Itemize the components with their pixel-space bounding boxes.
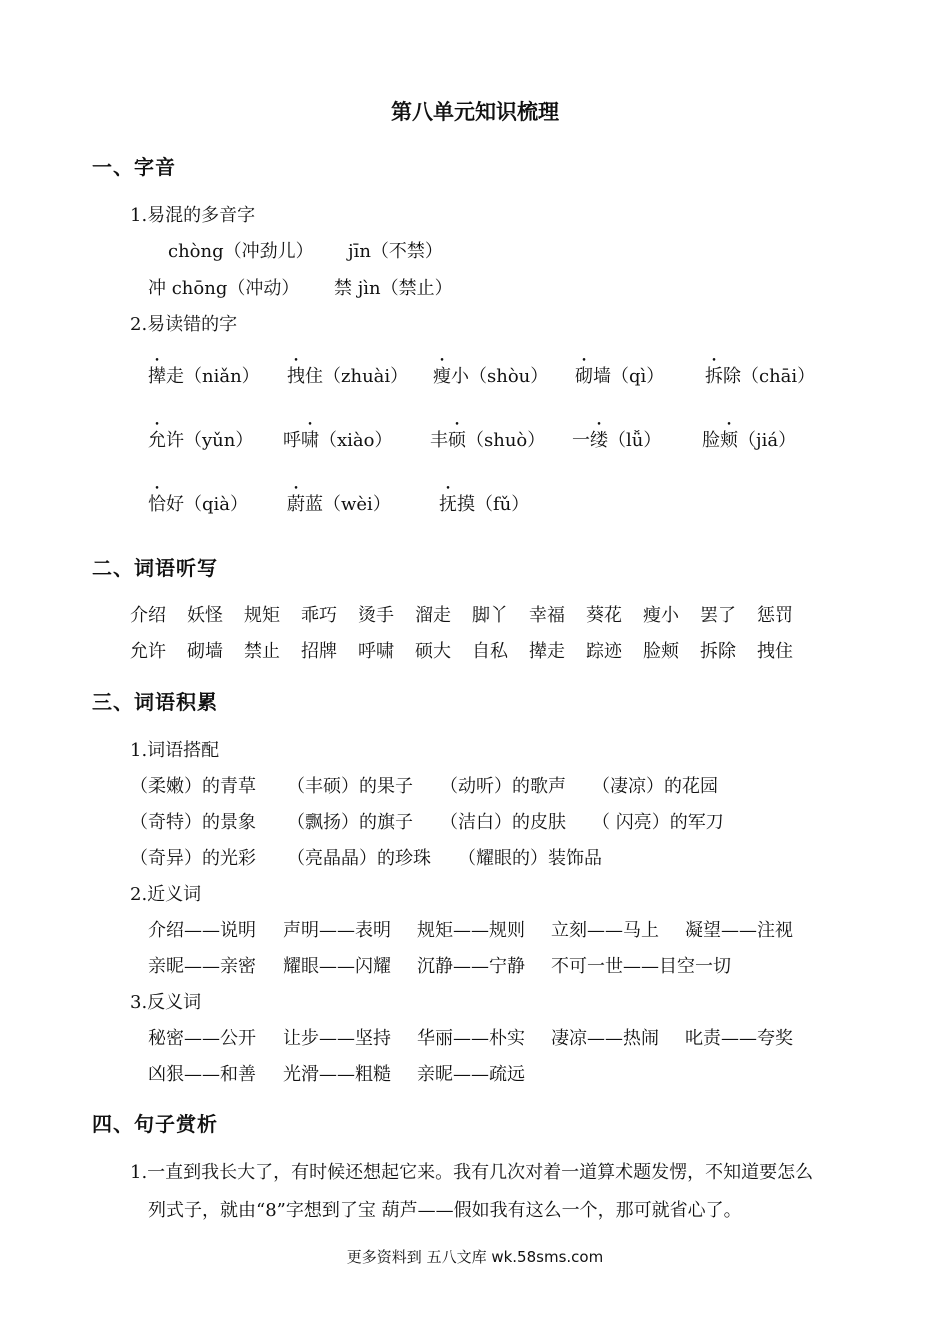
misread-prefix: 脸 [702,430,720,451]
dictation-word: 妖怪 [187,605,223,626]
polyphonic-jin-2: 禁 jìn（禁止） [334,278,453,299]
dictation-word: 允许 [130,641,166,662]
subheading-synonyms: 2.近义词 [130,884,202,905]
misread-item [702,426,796,452]
dictation-word: 招牌 [301,641,337,662]
antonym-item: 亲昵——疏远 [417,1064,525,1085]
dictation-word: 惩罚 [757,605,793,626]
polyphonic-chong-2: 冲 chōng（冲动） [148,278,300,299]
misread-item [575,362,664,388]
section-heading-vocabulary: 三、词语积累 [92,690,218,714]
dotted-char: 硕 [448,430,466,451]
dictation-word: 介绍 [130,605,166,626]
dotted-char: 抚 [439,494,457,515]
section-heading-sentences: 四、句子赏析 [92,1112,218,1136]
antonym-item: 华丽——朴实 [417,1028,525,1049]
synonym-item: 介绍——说明 [148,920,256,941]
antonym-item: 凶狠——和善 [148,1064,256,1085]
misread-item [283,426,392,452]
dotted-char: 颊 [720,430,738,451]
sentence-line-1: 1.一直到我长大了，有时候还想起它来。我有几次对着一道算术题发愣，不知道要怎么 [130,1162,814,1183]
collocation-item: （奇异）的光彩 [130,848,256,869]
misread-rest: （xiào） [319,430,393,451]
subheading-misread: 2.易读错的字 [130,314,238,335]
page-title: 第八单元知识梳理 [391,100,559,124]
misread-prefix: 丰 [430,430,448,451]
dictation-row-1 [130,601,794,627]
dotted-char: 拽 [287,366,305,387]
synonym-item: 凝望——注视 [685,920,793,941]
dictation-word: 撵走 [529,641,565,662]
collocation-item: （丰硕）的果子 [287,776,413,797]
dictation-word: 脚丫 [472,605,508,626]
dotted-char: 啸 [301,430,319,451]
collocation-item: （亮晶晶）的珍珠 [287,848,431,869]
dictation-word: 踪迹 [586,641,622,662]
dotted-char: 拆 [705,366,723,387]
misread-rest: 走（niǎn） [166,366,260,387]
synonym-item: 规矩——规则 [417,920,525,941]
collocation-item: （洁白）的皮肤 [440,812,566,833]
antonym-item: 秘密——公开 [148,1028,256,1049]
dictation-word: 自私 [472,641,508,662]
misread-item [287,362,408,388]
misread-rest: 除（chāi） [723,366,816,387]
dotted-char: 缕 [590,430,608,451]
misread-item [433,362,548,388]
collocation-item: （动听）的歌声 [440,776,566,797]
misread-item [148,490,248,516]
misread-rest: 墙（qì） [593,366,665,387]
dictation-word: 幸福 [529,605,565,626]
dotted-char: 恰 [148,494,166,515]
collocation-item: （奇特）的景象 [130,812,256,833]
dotted-char: 瘦 [433,366,451,387]
misread-prefix: 呼 [283,430,301,451]
synonym-item: 亲昵——亲密 [148,956,256,977]
synonym-item: 耀眼——闪耀 [283,956,391,977]
dotted-char: 砌 [575,366,593,387]
dotted-char: 蔚 [287,494,305,515]
sentence-line-2: 列式子，就由“8”字想到了宝 葫芦——假如我有这么一个，那可就省心了。 [148,1200,742,1221]
collocation-item: （耀眼的）装饰品 [458,848,602,869]
misread-item [439,490,529,516]
misread-rest: （lǚ） [608,430,662,451]
footer-link[interactable]: 更多资料到 五八文库 wk.58sms.com [346,1248,604,1266]
misread-rest: （shuò） [466,430,546,451]
dictation-word: 规矩 [244,605,280,626]
dictation-word: 溜走 [415,605,451,626]
misread-rest: 摸（fǔ） [457,494,530,515]
dictation-word: 瘦小 [643,605,679,626]
collocation-item: （凄凉）的花园 [592,776,718,797]
misread-rest: 许（yǔn） [166,430,254,451]
dotted-char: 撵 [148,366,166,387]
dictation-row-2 [130,637,794,663]
misread-item [572,426,661,452]
misread-item [148,426,253,452]
polyphonic-jin: jīn（不禁） [348,241,443,262]
dictation-word: 砌墙 [187,641,223,662]
collocation-item: （柔嫩）的青草 [130,776,256,797]
dotted-char: 允 [148,430,166,451]
collocation-item: （ 闪亮）的军刀 [592,812,724,833]
dictation-word: 禁止 [244,641,280,662]
subheading-antonyms: 3.反义词 [130,992,202,1013]
dictation-word: 罢了 [700,605,736,626]
synonym-item: 沉静——宁静 [417,956,525,977]
section-heading-pronunciation: 一、字音 [92,155,176,179]
polyphonic-chong: chòng（冲劲儿） [168,241,314,262]
dictation-word: 拽住 [757,641,793,662]
dictation-word: 拆除 [700,641,736,662]
dictation-word: 脸颊 [643,641,679,662]
misread-item [705,362,815,388]
dictation-word: 烫手 [358,605,394,626]
misread-item [430,426,545,452]
dictation-word: 乖巧 [301,605,337,626]
dictation-word: 葵花 [586,605,622,626]
misread-rest: 住（zhuài） [305,366,409,387]
antonym-item: 让步——坚持 [283,1028,391,1049]
misread-rest: 小（shòu） [451,366,549,387]
synonym-item: 立刻——马上 [551,920,659,941]
misread-item [148,362,260,388]
subheading-polyphonic: 1.易混的多音字 [130,205,256,226]
dictation-word: 硕大 [415,641,451,662]
misread-prefix: 一 [572,430,590,451]
misread-item [287,490,391,516]
section-heading-dictation: 二、词语听写 [92,556,218,580]
collocation-item: （飘扬）的旗子 [287,812,413,833]
synonym-item: 不可一世——目空一切 [551,956,731,977]
antonym-item: 凄凉——热闹 [551,1028,659,1049]
synonym-item: 声明——表明 [283,920,391,941]
subheading-collocation: 1.词语搭配 [130,740,220,761]
antonym-item: 叱责——夸奖 [685,1028,793,1049]
antonym-item: 光滑——粗糙 [283,1064,391,1085]
misread-rest: 蓝（wèi） [305,494,391,515]
misread-rest: （jiá） [738,430,797,451]
dictation-word: 呼啸 [358,641,394,662]
misread-rest: 好（qià） [166,494,249,515]
